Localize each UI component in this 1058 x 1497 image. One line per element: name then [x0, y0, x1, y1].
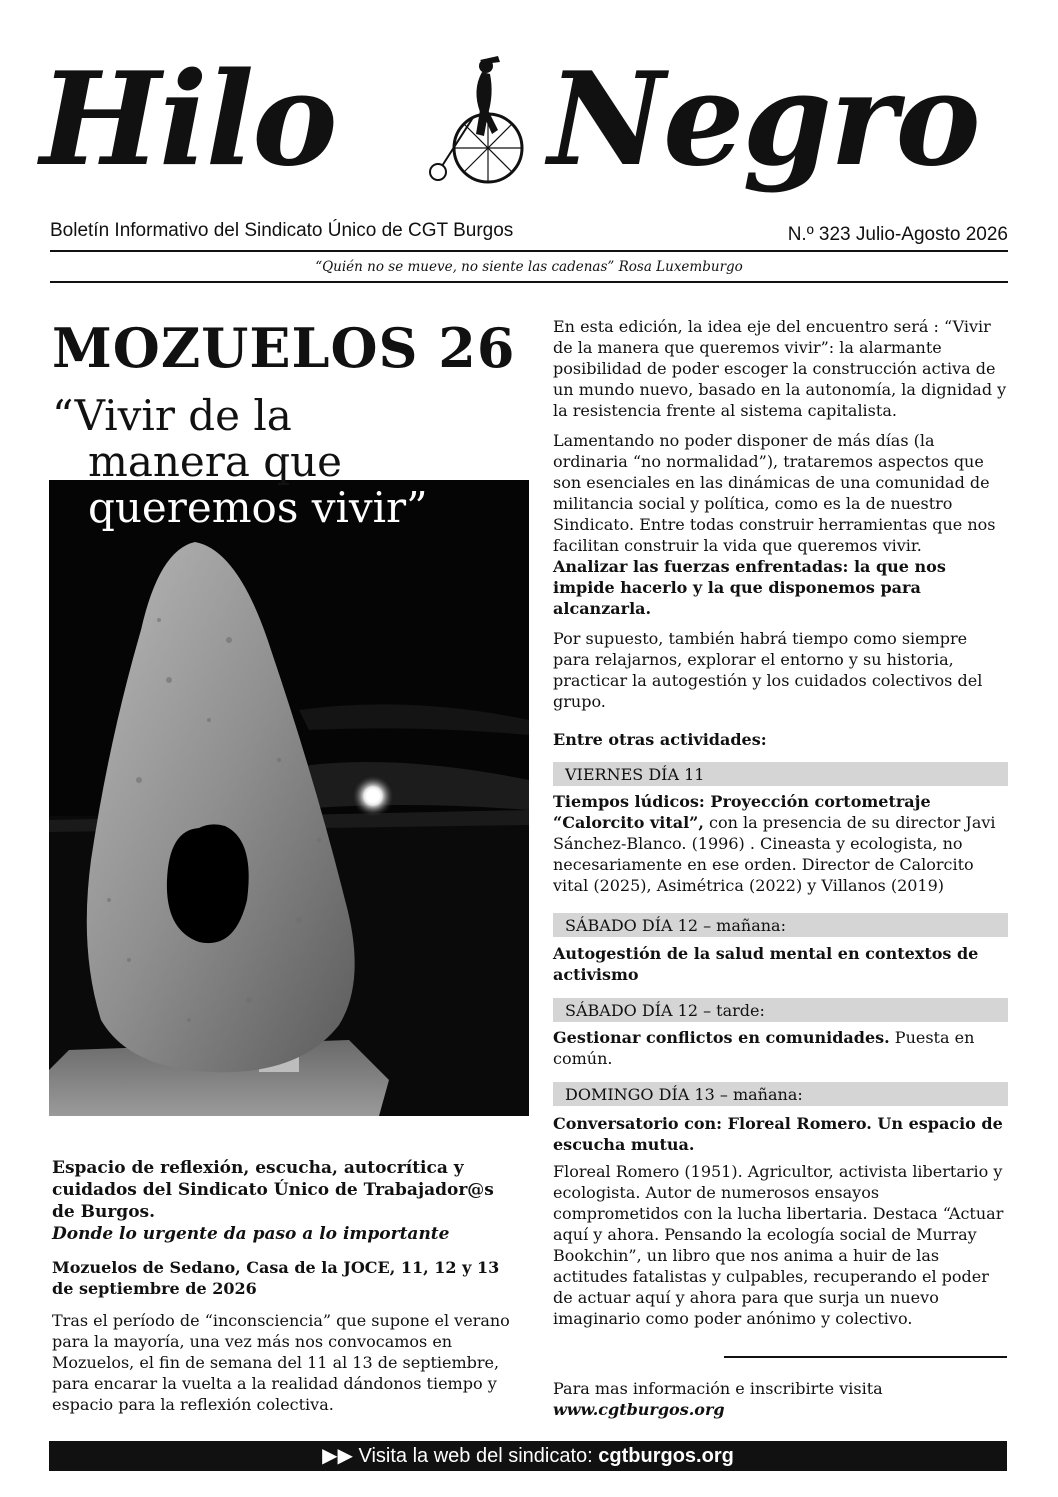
day-band-sabado-tarde: SÁBADO DÍA 12 – tarde:	[553, 998, 1008, 1022]
day-band-sabado-manana: SÁBADO DÍA 12 – mañana:	[553, 913, 1008, 937]
masthead-title-negro: Negro	[548, 45, 979, 195]
activity-viernes-text: con la presencia de su director Javi Sánchez-Blanco. (1996) . Cineasta y ecologista, no necesariamente en ese orden. Director de Calorcito vital (2025), Asimétrica (2022) y Villanos (2019)	[553, 813, 996, 895]
more-info-url[interactable]: www.cgtburgos.org	[553, 1400, 725, 1419]
day-band-viernes: VIERNES DÍA 11	[553, 762, 1008, 786]
event-location: Mozuelos de Sedano, Casa de la JOCE, 11, 12 y 13 de septiembre de 2026	[52, 1258, 500, 1298]
double-arrow-icon: ▶▶	[322, 1445, 353, 1467]
subhead-line-2: manera que	[88, 437, 343, 486]
article-title: MOZUELOS 26	[52, 316, 516, 380]
paragraph-2: Lamentando no poder disponer de más días (la ordinaria “no normalidad”), trataremos aspectos que son esenciales en las dinámicas de una comunidad de militancia social y política, como es la de nuestro Sindicato. Entre todas construir herramientas que nos facilitan construir la vida que queremos vivir.	[553, 431, 996, 555]
activity-domingo-text: Floreal Romero (1951). Agricultor, activista libertario y ecologista. Autor de numerosos ensayos comprometidos con la lucha libertaria. Destaca “Actuar aquí y ahora. Pensando la ecología social de Murray Bookchin”, un libro que nos anima a huir de las actitudes fatalistas y culpables, recuperando el poder de actuar aquí y ahora para que surja un nuevo imaginario como poder anónimo y colectivo.	[553, 1162, 1004, 1328]
subhead-line-3: queremos vivir”	[88, 483, 428, 532]
footer-bar[interactable]	[49, 1441, 1007, 1471]
stone-sculpture-photo	[49, 480, 529, 1116]
article-subhead	[52, 393, 532, 531]
activity-viernes	[553, 791, 1008, 896]
issue-number: N.º 323 Julio-Agosto 2026	[787, 224, 1008, 245]
activities-heading: Entre otras actividades:	[553, 730, 767, 749]
divider-top	[50, 250, 1008, 252]
footer-text: Visita la web del sindicato:	[358, 1445, 593, 1467]
activity-domingo-title: Conversatorio con: Floreal Romero. Un espacio de escucha mutua.	[553, 1114, 1003, 1154]
penny-farthing-cyclist-logo	[418, 50, 538, 190]
lead-bold: Espacio de reflexión, escucha, autocrítica y cuidados del Sindicato Único de Trabajador@s de Burgos.	[52, 1158, 494, 1222]
masthead-title-hilo: Hilo	[40, 45, 336, 195]
activity-sabado-tarde-title: Gestionar conflictos en comunidades.	[553, 1028, 890, 1047]
lead-italic: Donde lo urgente da paso a lo importante	[52, 1224, 450, 1244]
divider-bottom	[50, 281, 1008, 283]
activity-sabado-tarde	[553, 1027, 1008, 1069]
activity-sabado-manana: Autogestión de la salud mental en contextos de activismo	[553, 944, 979, 984]
subhead-line-1: “Vivir de la	[52, 391, 292, 440]
short-divider	[724, 1356, 1007, 1358]
activity-sabado-tarde-text: Puesta en común.	[553, 1028, 975, 1068]
paragraph-2-bold: Analizar las fuerzas enfrentadas: la que nos impide hacerlo y la que disponemos para alcanzarla.	[553, 557, 946, 618]
paragraph-3: Por supuesto, también habrá tiempo como siempre para relajarnos, explorar el entorno y su historia, practicar la autogestión y los cuidados colectivos del grupo.	[553, 629, 983, 711]
paragraph-1: En esta edición, la idea eje del encuentro será : “Vivir de la manera que queremos vivir”: la alarmante posibilidad de poder escoger la construcción activa de un mundo nuevo, basado en la autonomía, la dignidad y la resistencia frente al sistema capitalista.	[553, 317, 1007, 420]
lead-block	[52, 1157, 522, 1245]
activity-viernes-title: Tiempos lúdicos: Proyección cortometraje “Calorcito vital”,	[553, 792, 931, 832]
masthead-subtitle: Boletín Informativo del Sindicato Único de CGT Burgos	[50, 220, 514, 241]
masthead-quote: “Quién no se mueve, no siente las cadenas” Rosa Luxemburgo	[315, 259, 743, 275]
intro-paragraph: Tras el período de “inconsciencia” que supone el verano para la mayoría, una vez más nos convocamos en Mozuelos, el fin de semana del 11 al 13 de septiembre, para encarar la vuelta a la realidad dándonos tiempo y espacio para la reflexión colectiva.	[52, 1311, 510, 1414]
day-band-domingo: DOMINGO DÍA 13 – mañana:	[553, 1082, 1008, 1106]
more-info: Para mas información e inscribirte visita	[553, 1379, 883, 1398]
right-column-text	[553, 316, 1008, 721]
footer-url[interactable]: cgtburgos.org	[598, 1445, 734, 1467]
